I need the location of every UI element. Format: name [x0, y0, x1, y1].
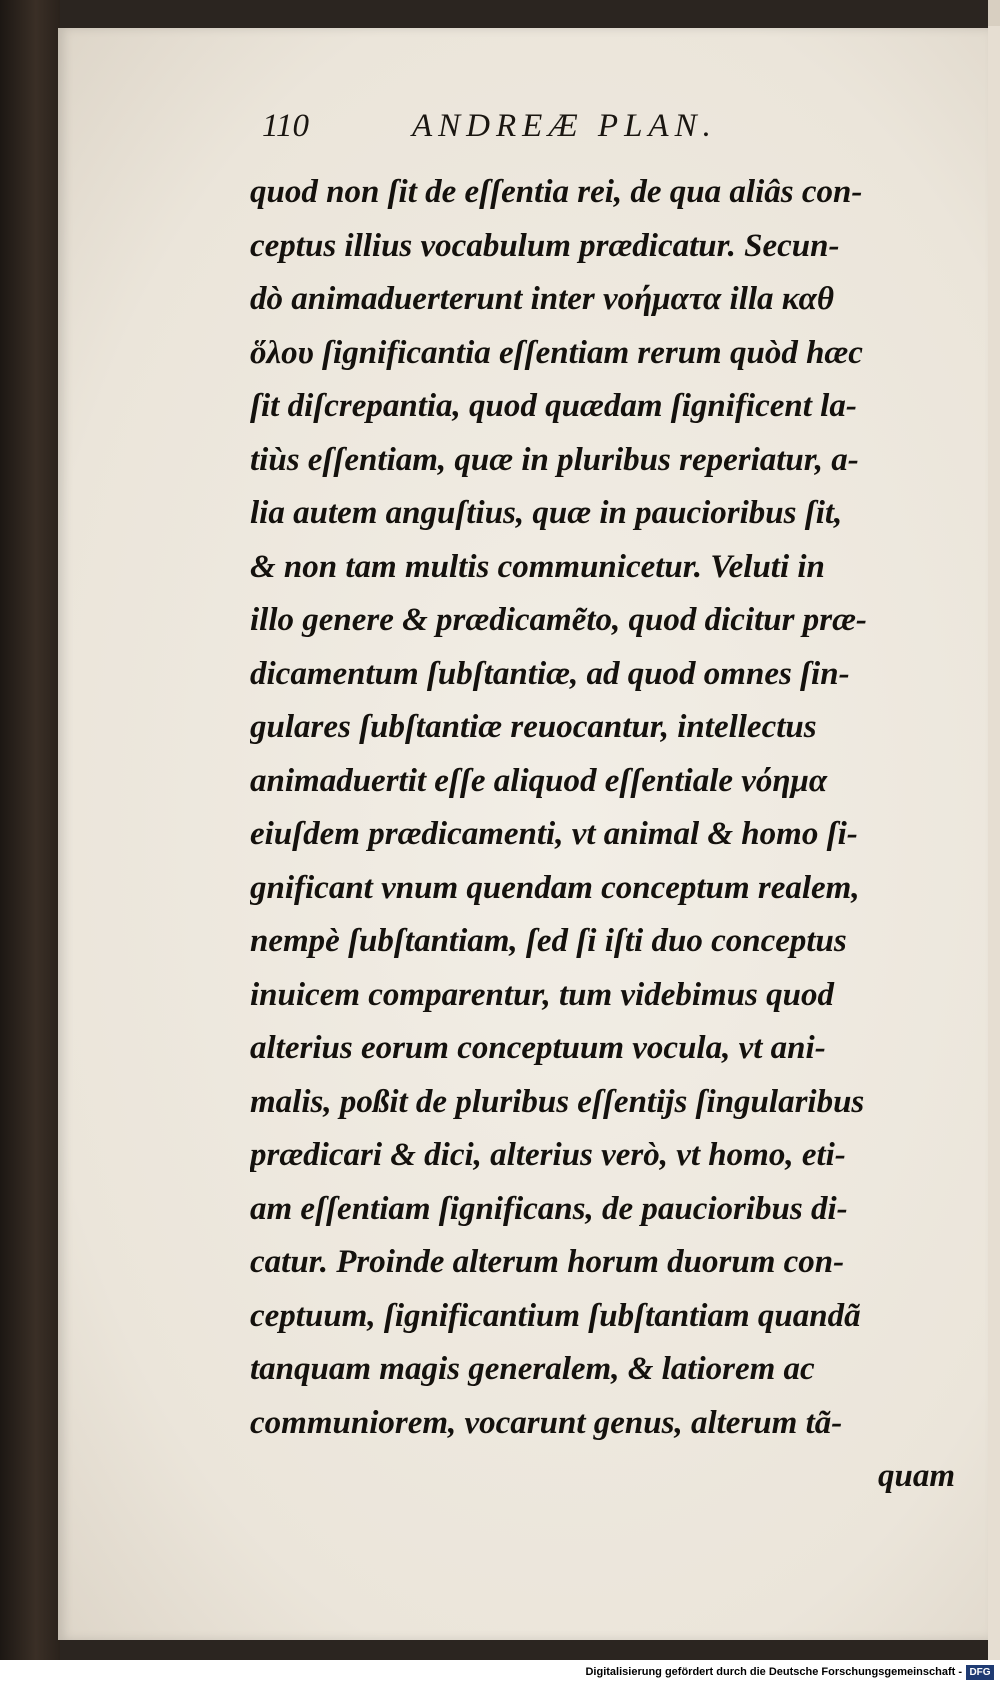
digitization-footer	[0, 1660, 1000, 1686]
text-line: communiorem, vocarunt genus, alterum tã-	[250, 1404, 843, 1441]
page-right-edge	[988, 0, 1000, 1660]
page-corner	[988, 0, 1000, 26]
text-line: malis, poßit de pluribus eſſentijs ſingularibus	[250, 1083, 865, 1120]
text-line: quod non ſit de eſſentia rei, de qua aliâs con-	[250, 174, 863, 210]
text-line: am eſſentiam ſignificans, de paucioribus di-	[250, 1190, 848, 1227]
text-line: gulares ſubſtantiæ reuocantur, intellectus	[250, 709, 817, 745]
book-binding-edge	[0, 0, 60, 1660]
text-line: dicamentum ſubſtantiæ, ad quod omnes ſin-	[250, 655, 850, 692]
running-head	[262, 108, 962, 145]
text-line: animaduertit eſſe aliquod eſſentiale νόημα	[250, 762, 828, 799]
text-line: inuicem comparentur, tum videbimus quod	[250, 976, 834, 1013]
text-line: eiuſdem prædicamenti, vt animal & homo ſi-	[250, 816, 858, 852]
text-line: dò animaduerterunt inter νοήματα illa καθ	[250, 281, 835, 317]
text-line: & non tam multis communicetur. Veluti in	[250, 548, 825, 585]
running-title: ANDREÆ PLAN.	[412, 108, 717, 144]
text-line: catur. Proinde alterum horum duorum con-	[250, 1244, 845, 1280]
text-line: lia autem anguſtius, quæ in paucioribus ſit,	[250, 495, 843, 531]
text-line: ὅλου ſignificantia eſſentiam rerum quòd hæc	[250, 334, 863, 371]
catchword: quam	[877, 1458, 955, 1494]
text-line: ceptus illius vocabulum prædicatur. Secun-	[250, 227, 840, 264]
text-line: tiùs eſſentiam, quæ in pluribus reperiatur, a-	[250, 441, 859, 478]
text-line: illo genere & prædicamẽto, quod dicitur præ-	[250, 602, 867, 638]
dfg-logo: DFG	[966, 1665, 994, 1680]
text-line: gnificant vnum quendam conceptum realem,	[250, 869, 860, 906]
text-line: tanquam magis generalem, & latiorem ac	[250, 1351, 815, 1387]
text-line: alterius eorum conceptuum vocula, vt ani-	[250, 1030, 826, 1066]
text-line: ceptuum, ſignificantium ſubſtantiam quandã	[250, 1297, 861, 1334]
page-number: 110	[262, 108, 310, 144]
funding-credit: Digitalisierung gefördert durch die Deutsche Forschungsgemeinschaft -	[585, 1666, 962, 1678]
text-line: nempè ſubſtantiam, ſed ſi iſti duo conceptus	[250, 923, 847, 959]
text-line: prædicari & dici, alterius verò, vt homo, eti-	[250, 1137, 846, 1173]
body-text	[250, 166, 960, 1504]
text-line: ſit diſcrepantia, quod quædam ſignificent la-	[250, 388, 857, 424]
